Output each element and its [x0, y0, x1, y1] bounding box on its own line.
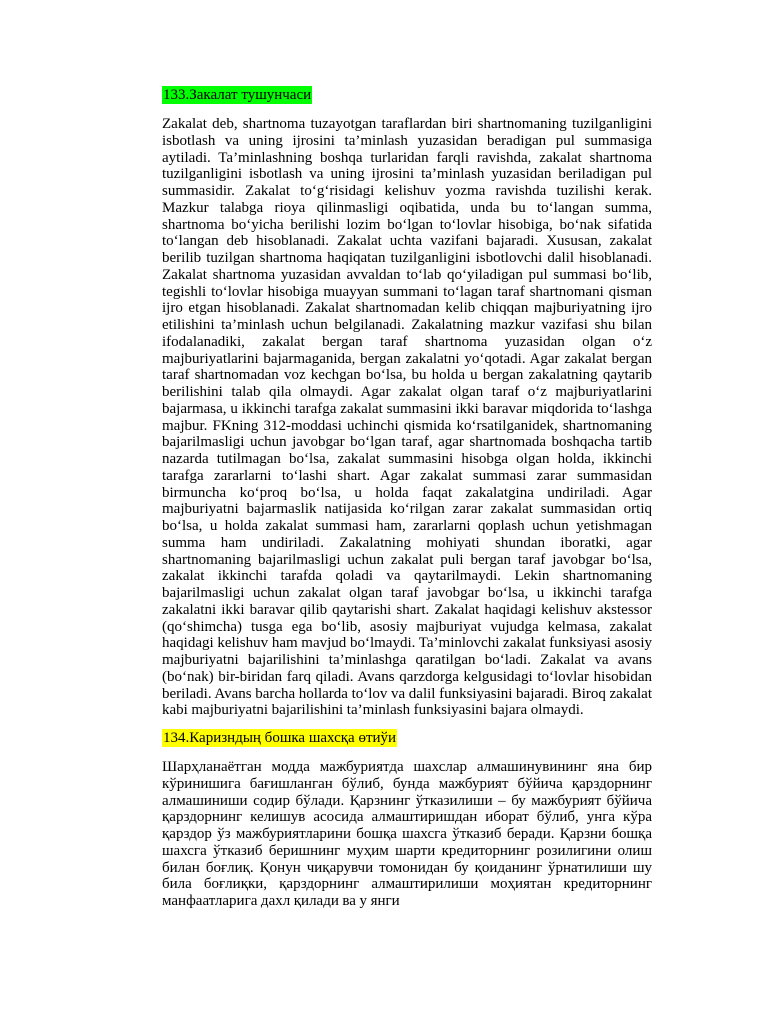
spacer	[162, 104, 652, 116]
document-page	[162, 86, 652, 910]
section-heading: 134.Каризндың бошка шахсқа өтиўи	[163, 730, 397, 746]
section-paragraph: Шарҳланаётган модда мажбуриятда шахслар алмашинувининг яна бир кўринишига бағишланган бўлиб, бунда мажбурият бўйича қарздорнинг алмашиниши содир бўлади. Қарзнинг ўтказилиши – бу мажбурият бўйича қарздорнинг келишув асосида алмаштиришдан иборат бўлиб, унга кўра қарздор ўз мажбуриятларини бошқа шахсга ўтказиб беради. Қарзни бошқа шахсга ўтказиб беришнинг муҳим шарти кредиторнинг розилигини олиш билан боғлиқ. Қонун чиқарувчи томонидан бу қоиданинг ўрнатилиши шу била боғлиқки, қарздорнинг алмаштирилиши моҳиятан кредиторнинг манфаатларига дахл қилади ва у янги	[162, 759, 652, 909]
section-paragraph: Zakalat deb, shartnoma tuzayotgan taraflardan biri shartnomaning tuzilganligini isbotlash va uning ijrosini ta’minlash yuzasidan beradigan pul summasiga aytiladi. Ta’minlashning boshqa turlaridan farqli ravishda, zakalat shartnoma tuzilganligini isbotlash va uning ijrosini ta’minlash yuzasidan beriladigan pul summasidir. Zakalat to‘g‘risidagi kelishuv yozma ravishda tuzilishi kerak. Mazkur talabga rioya qilinmasligi oqibatida, unda bu to‘langan summa, shartnoma bo‘yicha berilishi lozim bo‘lgan to‘lovlar hisobiga, bo‘nak sifatida to‘langan deb hisoblanadi. Zakalat uchta vazifani bajaradi. Xususan, zakalat berilib tuzilgan shartnoma haqiqatan tuzilganligini isbotlovchi dalil hisoblanadi. Zakalat shartnoma yuzasidan avvaldan to‘lab qo‘yiladigan pul summasi bo‘lib, tegishli to‘lovlar hisobiga muayyan summani to‘lagan taraf shartnomani qisman ijro etgan hisoblanadi. Zakalat shartnomadan kelib chiqqan majburiyatning ijro etilishini ta’minlash uchun belgilanadi. Zakalatning mazkur vazifasi shu bilan ifodalanadiki, zakalat bergan taraf shartnoma yuzasidan olgan o‘z majburiyatlarini bajarmaganida, bergan zakalatni yo‘qotadi. Agar zakalat bergan taraf shartnomadan voz kechgan bo‘lsa, bu holda u bergan zakalatning qaytarib berilishini talab qila olmaydi. Agar zakalat olgan taraf o‘z majburiyatlarini bajarmasa, u ikkinchi tarafga zakalat summasini ikki baravar miqdorida to‘lashga majbur. FKning 312-moddasi uchinchi qismida ko‘rsatilganidek, shartnomaning bajarilmasligi uchun javobgar bo‘lgan taraf, agar shartnomada boshqacha tartib nazarda tutilmagan bo‘lsa, zakalat summasini hisobga olgan holda, ikkinchi tarafga zararlarni to‘lashi shart. Agar zakalat summasi zarar summasidan birmuncha ko‘proq bo‘lsa, u holda faqat zakalatgina undiriladi. Agar majburiyatni bajarmaslik natijasida ko‘rilgan zarar zakalat summasidan ortiq bo‘lsa, u holda zakalat summasi ham, zararlarni qoplash uchun yetishmagan summa ham undiriladi. Zakalatning mohiyati shundan iboratki, agar shartnomaning bajarilmasligi uchun zakalat puli bergan taraf javobgar bo‘lsa, zakalat ikkinchi tarafda qoladi va qaytarilmaydi. Lekin shartnomaning bajarilmasligi uchun zakalat olgan taraf javobgar bo‘lsa, u ikkinchi tarafga zakalatni ikki baravar qilib qaytarishi shart. Zakalat haqidagi kelishuv akstessor (qo‘shimcha) tusga ega bo‘lib, asosiy majburiyat vujudga kelmasa, zakalat haqidagi kelishuv ham mavjud bo‘lmaydi. Ta’minlovchi zakalat funksiyasi asosiy majburiyatni bajarilishini ta’minlashga qaratilgan bo‘ladi. Zakalat va avans (bo‘nak) bir-biridan farq qiladi. Avans qarzdorga kelgusidagi to‘lovlar hisobidan beriladi. Avans barcha hollarda to‘lov va dalil funksiyasini bajaradi. Biroq zakalat kabi majburiyatni bajarilishini ta’minlash funksiyasini bajara olmaydi.	[162, 116, 652, 719]
spacer	[162, 719, 652, 729]
section-134	[162, 729, 652, 910]
section-heading: 133.Закалат тушунчаси	[163, 87, 312, 103]
section-133	[162, 86, 652, 719]
spacer	[162, 747, 652, 759]
